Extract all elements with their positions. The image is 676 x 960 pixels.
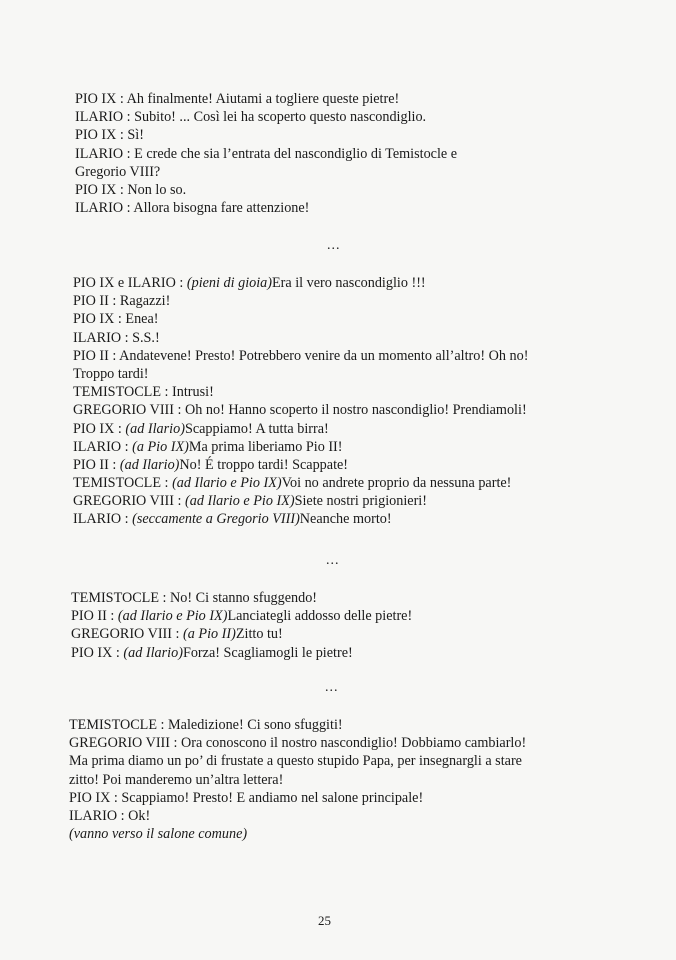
dialogue-line (75, 90, 457, 108)
dialogue-line (73, 438, 528, 456)
dialogue-text: GREGORIO VIII : Oh no! Hanno scoperto il nostro nascondiglio! Prendiamoli! (73, 402, 527, 419)
stage-direction: (a Pio II) (183, 626, 236, 643)
dialogue-line (75, 181, 457, 199)
dialogue-line (73, 401, 528, 419)
dialogue-text: Forza! Scagliamogli le pietre! (182, 644, 353, 661)
dialogue-text: PIO II : (71, 608, 118, 625)
dialogue-text: ILARIO : E crede che sia l’entrata del nascondiglio di Temistocle e (75, 145, 458, 162)
stage-direction: (a Pio IX) (132, 438, 189, 455)
dialogue-line (69, 716, 526, 734)
dialogue-text: PIO IX : (71, 644, 124, 661)
dialogue-line (71, 625, 412, 643)
dialogue-text: PIO IX : (73, 420, 126, 437)
dialogue-text: ILARIO : Subito! ... Così lei ha scoperto questo nascondiglio. (75, 109, 427, 126)
dialogue-line (75, 163, 457, 181)
dialogue-line (69, 771, 526, 789)
page-number: 25 (318, 913, 331, 928)
dialogue-line (73, 456, 528, 474)
dialogue-text: GREGORIO VIII : (71, 626, 184, 643)
dialogue-line (73, 383, 528, 401)
dialogue-line (75, 145, 457, 163)
dialogue-line (69, 752, 526, 770)
stage-direction: (ad Ilario e Pio IX) (172, 475, 282, 492)
dialogue-text: PIO II : Ragazzi! (73, 293, 171, 310)
dialogue-line (73, 510, 528, 528)
dialogue-text: ILARIO : S.S.! (73, 329, 160, 346)
stage-direction: (ad Ilario e Pio IX) (117, 608, 228, 625)
stage-direction: (seccamente a Gregorio VIII) (132, 511, 300, 528)
dialogue-block-3 (71, 589, 412, 662)
dialogue-text: PIO IX : Scappiamo! Presto! E andiamo nel salone principale! (69, 789, 424, 806)
dialogue-line (69, 825, 526, 843)
dialogue-text: GREGORIO VIII : Ora conoscono il nostro nascondiglio! Dobbiamo cambiarlo! (69, 735, 527, 752)
dialogue-text: Ma prima diamo un po’ di frustate a questo stupido Papa, per insegnargli a stare (69, 753, 522, 770)
dialogue-line (73, 292, 528, 310)
dialogue-text: ILARIO : Allora bisogna fare attenzione! (75, 200, 310, 217)
stage-direction: (pieni di gioia) (186, 275, 272, 291)
dialogue-text: ILARIO : Ok! (69, 807, 151, 824)
dialogue-text: Gregorio VIII? (75, 163, 161, 180)
dialogue-text: PIO IX : Ah finalmente! Aiutami a togliere queste pietre! (75, 91, 400, 107)
stage-direction: (vanno verso il salone comune) (69, 826, 248, 843)
dialogue-text: ILARIO : (73, 438, 133, 455)
dialogue-line (73, 329, 528, 347)
dialogue-line (69, 789, 526, 807)
stage-direction: (ad Ilario) (123, 644, 183, 661)
dialogue-text: ILARIO : (73, 511, 133, 528)
dialogue-line (73, 420, 528, 438)
dialogue-text: Lanciategli addosso delle pietre! (227, 608, 413, 625)
scene-separator: ... (326, 553, 340, 568)
dialogue-line (69, 807, 526, 825)
dialogue-text: Neanche morto! (299, 511, 392, 528)
dialogue-line (73, 274, 528, 292)
dialogue-block-2 (73, 274, 528, 529)
dialogue-text: TEMISTOCLE : Intrusi! (73, 384, 214, 401)
dialogue-line (75, 108, 457, 126)
dialogue-line (73, 347, 528, 365)
dialogue-text: PIO IX e ILARIO : (73, 275, 187, 291)
dialogue-line (71, 589, 412, 607)
dialogue-line (71, 644, 412, 662)
dialogue-text: Troppo tardi! (73, 365, 149, 382)
dialogue-line (75, 126, 457, 144)
stage-direction: (ad Ilario) (119, 456, 180, 473)
dialogue-text: Era il vero nascondiglio !!! (272, 275, 426, 291)
dialogue-line (69, 734, 526, 752)
dialogue-text: PIO IX : Sì! (75, 127, 144, 144)
dialogue-text: TEMISTOCLE : (73, 475, 173, 492)
dialogue-text: Scappiamo! A tutta birra! (184, 420, 329, 437)
dialogue-text: PIO IX : Non lo so. (75, 181, 187, 198)
dialogue-text: zitto! Poi manderemo un’altra lettera! (69, 771, 284, 788)
dialogue-text: GREGORIO VIII : (73, 493, 186, 510)
dialogue-text: Ma prima liberiamo Pio II! (188, 438, 343, 455)
dialogue-text: TEMISTOCLE : No! Ci stanno sfuggendo! (71, 590, 318, 606)
dialogue-line (73, 492, 528, 510)
dialogue-text: Zitto tu! (235, 626, 283, 643)
dialogue-line (71, 607, 412, 625)
dialogue-text: TEMISTOCLE : Maledizione! Ci sono sfuggiti! (69, 717, 343, 733)
stage-direction: (ad Ilario) (125, 420, 185, 437)
scene-separator: ... (325, 680, 339, 695)
dialogue-text: PIO II : Andatevene! Presto! Potrebbero venire da un momento all’altro! Oh no! (73, 347, 529, 364)
dialogue-line (73, 474, 528, 492)
dialogue-block-1 (75, 90, 457, 217)
dialogue-text: PIO II : (73, 456, 120, 473)
dialogue-line (75, 199, 457, 217)
stage-direction: (ad Ilario e Pio IX) (185, 493, 295, 510)
dialogue-text: PIO IX : Enea! (73, 311, 159, 328)
dialogue-text: Voi no andrete proprio da nessuna parte! (281, 475, 512, 492)
dialogue-line (73, 365, 528, 383)
scene-separator: ... (327, 238, 341, 253)
dialogue-text: No! É troppo tardi! Scappate! (179, 456, 349, 473)
dialogue-line (73, 310, 528, 328)
dialogue-block-4 (69, 716, 526, 843)
dialogue-text: Siete nostri prigionieri! (294, 493, 427, 510)
